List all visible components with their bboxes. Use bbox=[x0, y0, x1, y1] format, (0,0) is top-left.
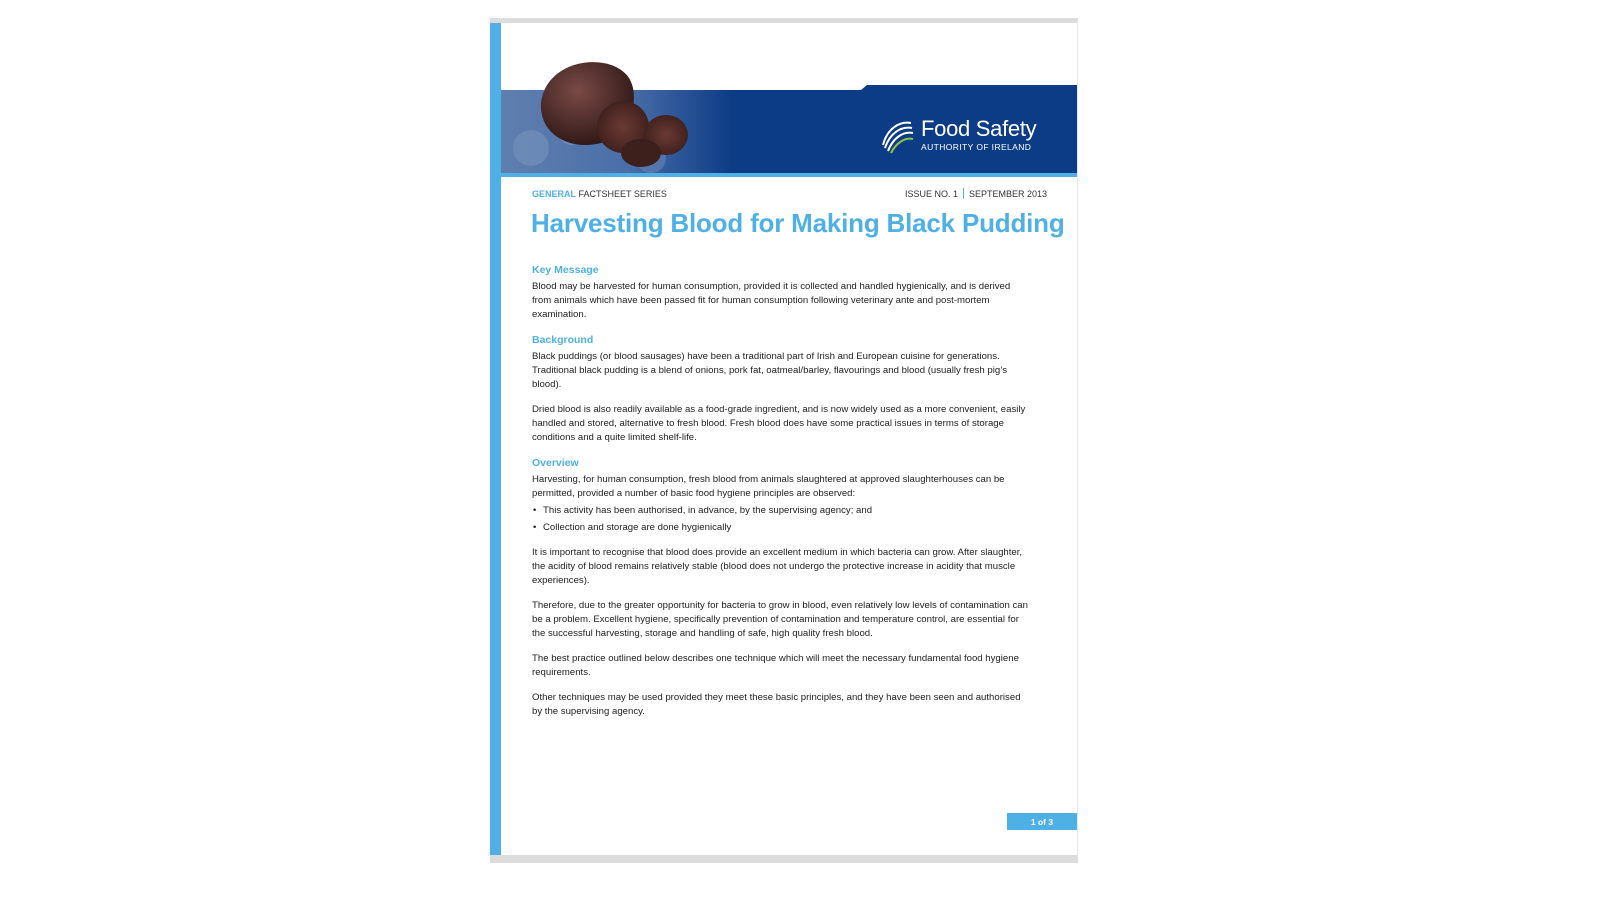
overview-intro: Harvesting, for human consumption, fresh blood from animals slaughtered at approved slaughterhouses can be permitted, provided a number of basic food hygiene principles are observed: bbox=[532, 474, 1005, 499]
document-body bbox=[532, 263, 1032, 730]
background-paragraph-2: Dried blood is also readily available as a food-grade ingredient, and is now widely used as a more convenient, easily handled and stored, alternative to fresh blood. Fresh blood does have some practical issues in terms of storage conditions and a quite limited shelf-life. bbox=[532, 404, 1026, 443]
overview-paragraph-2: It is important to recognise that blood does provide an excellent medium in which bacteria can grow. After slaughter, the acidity of blood remains relatively stable (blood does not undergo the protective increase in acidity that muscle experiences). bbox=[532, 547, 1023, 586]
list-item: • This activity has been authorised, in advance, by the supervising agency; and bbox=[532, 504, 1032, 518]
fsai-logo bbox=[879, 115, 1036, 155]
series-rest: FACTSHEET SERIES bbox=[578, 188, 667, 199]
background-paragraph-1: Black puddings (or blood sausages) have been a traditional part of Irish and European cuisine for generations. Traditional black pudding is a blend of onions, pork fat, oatmeal/barley, flavourings and blood (usually fresh pig’s blood). bbox=[532, 351, 1007, 390]
issue-info bbox=[905, 188, 1047, 199]
overview-bullet-list bbox=[532, 504, 1032, 535]
logo-name: Food Safety bbox=[921, 116, 1037, 142]
series-row bbox=[532, 188, 1047, 199]
heading-overview: Overview bbox=[532, 457, 579, 469]
header-banner bbox=[501, 23, 1078, 180]
page-number-badge: 1 of 3 bbox=[1007, 813, 1077, 830]
series-accent: GENERAL bbox=[532, 188, 577, 199]
fsai-swirl-icon bbox=[879, 115, 915, 155]
document-page bbox=[490, 18, 1078, 863]
heading-background: Background bbox=[532, 334, 594, 346]
document-title: Harvesting Blood for Making Black Pudding bbox=[531, 208, 1065, 238]
logo-subtitle: AUTHORITY OF IRELAND bbox=[921, 142, 1032, 153]
heading-key-message: Key Message bbox=[532, 264, 599, 276]
issue-date: SEPTEMBER 2013 bbox=[968, 188, 1047, 199]
overview-paragraph-4: The best practice outlined below describes one technique which will meet the necessary fundamental food hygiene requirements. bbox=[532, 653, 1019, 678]
overview-paragraph-5: Other techniques may be used provided they meet these basic principles, and they have been seen and authorised by the supervising agency. bbox=[532, 692, 1021, 717]
banner-graphic bbox=[501, 23, 1078, 180]
issue-number: ISSUE NO. 1 bbox=[904, 188, 958, 199]
overview-paragraph-3: Therefore, due to the greater opportunity for bacteria to grow in blood, even relatively low levels of contamination can be a problem. Excellent hygiene, specifically prevention of contamination and temperature control, are essential for the successful harvesting, storage and handling of safe, high quality fresh blood. bbox=[532, 600, 1028, 639]
key-message-text: Blood may be harvested for human consumption, provided it is collected and handled hygienically, and is derived from animals which have been passed fit for human consumption following veterinary ante and post-mortem examination. bbox=[532, 281, 1011, 320]
list-item: • Collection and storage are done hygienically bbox=[532, 521, 1032, 535]
left-accent-stripe bbox=[490, 23, 501, 855]
issue-divider bbox=[963, 188, 964, 199]
series-label bbox=[532, 189, 667, 199]
